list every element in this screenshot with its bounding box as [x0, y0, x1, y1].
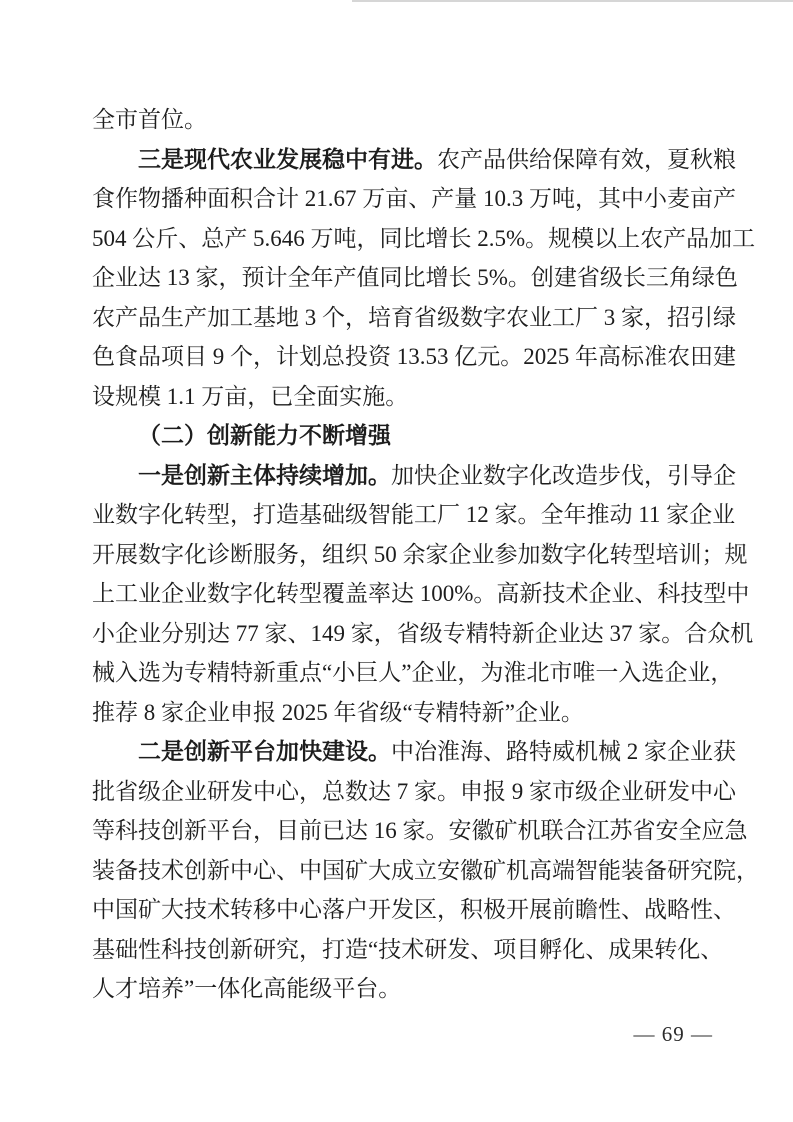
text-segment: 农产品生产加工基地 3 个，培育省级数字农业工厂 3 家，招引绿: [92, 304, 736, 330]
text-line: [92, 100, 706, 140]
bold-lead-in: 二是创新平台加快建设。: [138, 739, 391, 764]
text-segment: 全市首位。: [92, 107, 207, 132]
text-segment: 基础性科技创新研究，打造“技术研发、项目孵化、成果转化、: [92, 936, 724, 962]
scan-artifact-top-edge: [352, 0, 793, 2]
paragraph-innovation-platforms: [92, 732, 759, 1009]
text-segment: 批省级企业研发中心，总数达 7 家。申报 9 家市级企业研发中心: [92, 778, 736, 804]
page-number: — 69 —: [633, 1022, 713, 1046]
paragraph-indent: [92, 442, 138, 443]
text-line: [92, 614, 754, 654]
page-footer: [634, 1022, 714, 1046]
text-segment: 装备技术创新中心、中国矿大成立安徽矿机高端智能装备研究院，: [92, 857, 759, 883]
text-segment: 504 公斤、总产 5.646 万吨，同比增长 2.5%。规模以上农产品加工: [92, 225, 756, 251]
text-segment: 人才培养”一体化高能级平台。: [92, 976, 402, 1001]
bold-lead-in: 一是创新主体持续增加。: [138, 462, 391, 488]
text-line: [92, 298, 736, 338]
paragraph-agriculture: [92, 140, 756, 417]
text-segment: 业数字化转型，打造基础级智能工厂 12 家。全年推动 11 家企业: [92, 502, 736, 527]
text-segment: 加快企业数字化改造步伐，引导企: [391, 462, 736, 488]
bold-lead-in: 三是现代农业发展稳中有进。: [138, 146, 437, 172]
paragraph-indent: [92, 758, 138, 759]
text-line: [92, 890, 736, 930]
text-segment: 推荐 8 家企业申报 2025 年省级“专精特新”企业。: [92, 699, 584, 725]
text-line: [92, 930, 724, 970]
document-body: [92, 100, 759, 1009]
text-line: [92, 456, 736, 496]
text-segment: 中冶淮海、路特威机械 2 家企业获: [391, 739, 736, 764]
text-segment: 械入选为专精特新重点“小巨人”企业，为淮北市唯一入选企业，: [92, 660, 734, 685]
text-line: [92, 337, 736, 377]
text-line: [92, 574, 750, 614]
text-segment: 开展数字化诊断服务，组织 50 余家企业参加数字化转型培训；规: [92, 541, 748, 567]
text-line: [92, 693, 706, 733]
paragraph-indent: [92, 482, 138, 483]
text-line: [92, 140, 736, 180]
text-line: [92, 535, 748, 575]
text-line: [92, 219, 756, 259]
text-line: [92, 179, 736, 219]
text-line: [92, 258, 738, 298]
text-segment: 农产品供给保障有效，夏秋粮: [437, 146, 736, 172]
paragraph-continuation: [92, 100, 706, 140]
text-segment: 色食品项目 9 个，计划总投资 13.53 亿元。2025 年高标准农田建: [92, 344, 736, 369]
text-segment: 上工业企业数字化转型覆盖率达 100%。高新技术企业、科技型中: [92, 581, 750, 606]
text-line: [92, 495, 736, 535]
text-line: [92, 732, 736, 772]
bold-lead-in: （二）创新能力不断增强: [138, 423, 391, 448]
text-line: [92, 969, 706, 1009]
paragraph-indent: [92, 166, 138, 167]
text-line: [92, 851, 759, 891]
text-line: [92, 811, 748, 851]
text-segment: 设规模 1.1 万亩，已全面实施。: [92, 383, 409, 409]
text-segment: 小企业分别达 77 家、149 家，省级专精特新企业达 37 家。合众机: [92, 620, 754, 646]
paragraph-innovation-subjects: [92, 456, 754, 733]
text-line: [92, 772, 736, 812]
text-segment: 中国矿大技术转移中心落户开发区，积极开展前瞻性、战略性、: [92, 897, 736, 922]
text-segment: 企业达 13 家，预计全年产值同比增长 5%。创建省级长三角绿色: [92, 265, 738, 290]
text-segment: 等科技创新平台，目前已达 16 家。安徽矿机联合江苏省安全应急: [92, 818, 748, 843]
text-line: [92, 416, 706, 456]
text-segment: 食作物播种面积合计 21.67 万亩、产量 10.3 万吨，其中小麦亩产: [92, 186, 736, 211]
section-heading-innovation: [92, 416, 706, 456]
text-line: [92, 653, 734, 693]
text-line: [92, 377, 706, 417]
